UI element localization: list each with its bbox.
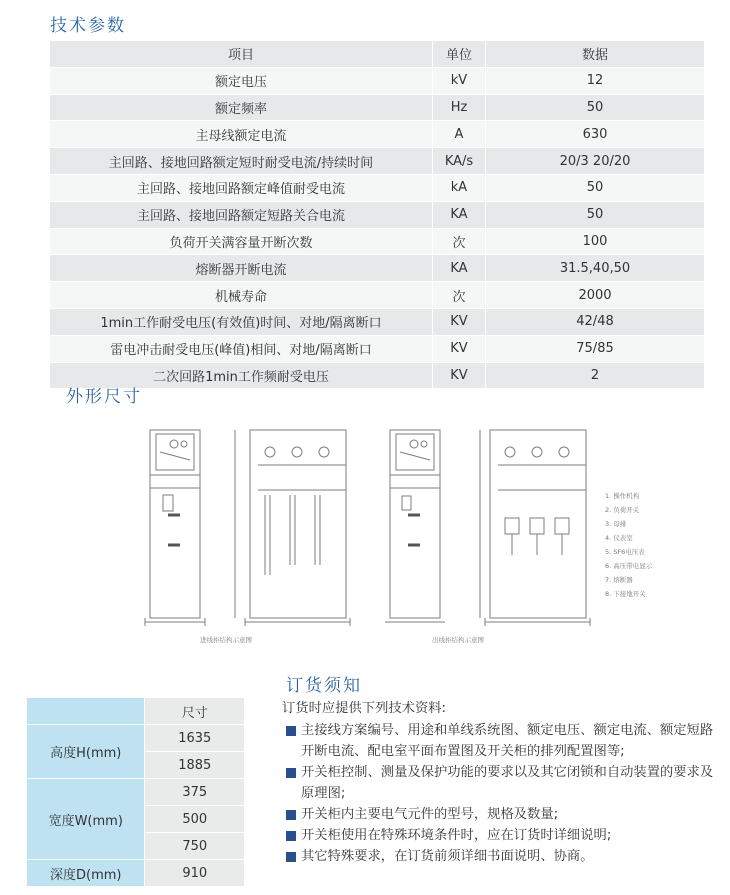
table-row <box>50 94 704 121</box>
param-name: 雷电冲击耐受电压(峰值)相间、对地/隔离断口 <box>50 335 433 362</box>
order-item-text: 开关柜使用在特殊环境条件时，应在订货时详细说明; <box>301 828 612 843</box>
param-unit: kA <box>433 174 486 201</box>
legend-item: 2. 负荷开关 <box>605 506 640 514</box>
param-name: 主回路、接地回路额定短时耐受电流/持续时间 <box>50 148 433 175</box>
height-value: 1885 <box>145 752 244 779</box>
depth-label: 深度D(mm) <box>27 860 145 887</box>
height-value: 1635 <box>145 725 244 752</box>
order-notes-title: 订货须知 <box>286 676 362 696</box>
legend-item: 5. SF6电压表 <box>605 548 645 556</box>
tech-params-title: 技术参数 <box>50 16 126 36</box>
param-value: 630 <box>486 121 705 148</box>
caption-outgoing: 出线柜结构示意图 <box>432 636 484 644</box>
bullet-square-icon <box>286 831 296 841</box>
incoming-cabinet-side <box>235 430 350 626</box>
legend-item: 7. 熔断器 <box>605 576 633 584</box>
param-value: 50 <box>486 174 705 201</box>
dimensions-table <box>27 698 244 887</box>
param-name: 主母线额定电流 <box>50 121 433 148</box>
table-row <box>50 255 704 282</box>
order-item <box>284 804 722 825</box>
table-row <box>50 201 704 228</box>
cabinet-structure-drawing <box>140 420 680 650</box>
legend-item: 1. 操作机构 <box>605 492 640 500</box>
legend-item: 8. 下接地开关 <box>605 590 646 598</box>
param-name: 主回路、接地回路额定短路关合电流 <box>50 201 433 228</box>
order-item-text: 开关柜控制、测量及保护功能的要求以及其它闭锁和自动装置的要求及原理图; <box>301 765 714 801</box>
param-unit: KV <box>433 335 486 362</box>
param-value: 20/3 20/20 <box>486 148 705 175</box>
outgoing-cabinet-side <box>480 430 590 626</box>
depth-value: 910 <box>145 860 244 887</box>
table-row <box>50 362 704 389</box>
order-item <box>284 720 722 762</box>
incoming-cabinet-front <box>145 430 205 626</box>
width-value: 500 <box>145 806 244 833</box>
table-row <box>50 67 704 94</box>
order-item-text: 开关柜内主要电气元件的型号，规格及数量; <box>301 807 559 822</box>
header-item: 项目 <box>50 41 433 67</box>
param-name: 二次回路1min工作频耐受电压 <box>50 362 433 389</box>
dims-header: 尺寸 <box>145 698 244 725</box>
param-unit: 次 <box>433 282 486 309</box>
header-value: 数据 <box>486 41 705 67</box>
param-value: 50 <box>486 94 705 121</box>
order-item-text: 主接线方案编号、用途和单线系统图、额定电压、额定电流、额定短路开断电流、配电室平面布置图及开关柜的排列配置图等; <box>301 723 714 759</box>
dimensions-title: 外形尺寸 <box>66 387 142 407</box>
table-row <box>50 121 704 148</box>
table-row <box>27 779 244 806</box>
legend-item: 3. 母排 <box>605 520 627 528</box>
table-row <box>50 308 704 335</box>
height-label: 高度H(mm) <box>27 725 145 779</box>
table-row <box>50 335 704 362</box>
param-value: 2000 <box>486 282 705 309</box>
order-item <box>284 762 722 804</box>
param-name: 额定频率 <box>50 94 433 121</box>
order-item-text: 其它特殊要求，在订货前须详细书面说明、协商。 <box>301 849 594 864</box>
width-label: 宽度W(mm) <box>27 779 145 860</box>
param-name: 负荷开关满容量开断次数 <box>50 228 433 255</box>
param-value: 42/48 <box>486 308 705 335</box>
param-value: 2 <box>486 362 705 389</box>
caption-incoming: 进线柜结构示意图 <box>200 636 252 644</box>
table-row <box>27 860 244 887</box>
order-intro: 订货时应提供下列技术资料: <box>282 701 447 716</box>
param-name: 额定电压 <box>50 67 433 94</box>
table-header-row <box>50 41 704 67</box>
order-item <box>284 846 722 867</box>
table-row <box>50 148 704 175</box>
param-name: 熔断器开断电流 <box>50 255 433 282</box>
param-unit: KA <box>433 201 486 228</box>
table-header-row <box>27 698 244 725</box>
bullet-square-icon <box>286 768 296 778</box>
param-value: 100 <box>486 228 705 255</box>
order-notes <box>282 698 722 867</box>
table-row <box>50 228 704 255</box>
header-unit: 单位 <box>433 41 486 67</box>
param-unit: A <box>433 121 486 148</box>
param-unit: KV <box>433 308 486 335</box>
bullet-square-icon <box>286 726 296 736</box>
legend-item: 6. 高压带电显示 <box>605 562 653 570</box>
param-value: 31.5,40,50 <box>486 255 705 282</box>
param-unit: KV <box>433 362 486 389</box>
param-name: 机械寿命 <box>50 282 433 309</box>
param-unit: 次 <box>433 228 486 255</box>
outgoing-cabinet-front <box>385 430 445 622</box>
param-unit: KA <box>433 255 486 282</box>
legend-item: 4. 仪表室 <box>605 534 633 542</box>
param-unit: KA/s <box>433 148 486 175</box>
bullet-square-icon <box>286 852 296 862</box>
param-unit: kV <box>433 67 486 94</box>
param-name: 主回路、接地回路额定峰值耐受电流 <box>50 174 433 201</box>
dims-corner <box>27 698 145 725</box>
table-row <box>50 174 704 201</box>
param-unit: Hz <box>433 94 486 121</box>
table-row <box>27 725 244 752</box>
param-value: 50 <box>486 201 705 228</box>
param-value: 12 <box>486 67 705 94</box>
param-name: 1min工作耐受电压(有效值)时间、对地/隔离断口 <box>50 308 433 335</box>
param-value: 75/85 <box>486 335 705 362</box>
width-value: 750 <box>145 833 244 860</box>
order-item <box>284 825 722 846</box>
tech-params-table <box>50 41 704 389</box>
bullet-square-icon <box>286 810 296 820</box>
width-value: 375 <box>145 779 244 806</box>
table-row <box>50 282 704 309</box>
